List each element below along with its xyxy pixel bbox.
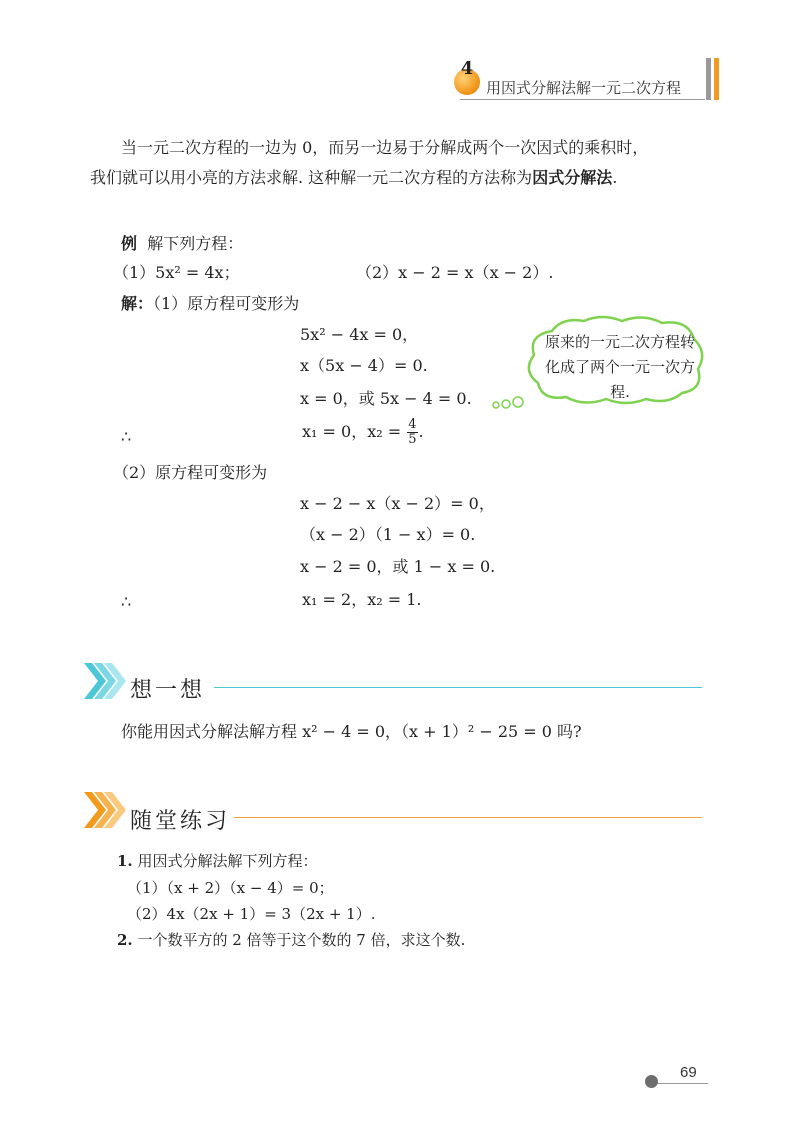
- practice-q1: 1. 用因式分解法解下列方程：: [117, 852, 318, 870]
- solution-result-1: x₁ = 0，x₂ = $\frac{4}{5}$ .: [302, 417, 424, 447]
- running-header-title: 用因式分解法解一元二次方程: [486, 80, 682, 97]
- header-bar-gray: [706, 58, 711, 100]
- header-rule: [460, 99, 705, 100]
- solution-part2-intro: （2）原方程可变形为: [113, 463, 268, 482]
- practice-q1-item: （1）（x + 2）（x − 4）= 0；: [127, 879, 334, 897]
- section-title-practice: 随堂练习: [130, 809, 231, 834]
- solution-step: x（5x − 4）= 0.: [300, 356, 428, 375]
- intro-line-2: 我们就可以用小亮的方法求解. 这种解一元二次方程的方法称为因式分解法.: [90, 168, 618, 187]
- section-rule-practice: [234, 817, 702, 818]
- therefore-symbol: ∴: [121, 592, 132, 611]
- chevron-arrows-icon: [84, 788, 128, 832]
- practice-q2: 2. 一个数平方的 2 倍等于这个数的 7 倍，求这个数.: [117, 931, 466, 949]
- intro-line-1: 当一元二次方程的一边为 0，而另一边易于分解成两个一次因式的乘积时，: [121, 138, 649, 157]
- page-number: 69: [680, 1064, 697, 1081]
- practice-q1-item: （2）4x（2x + 1）= 3（2x + 1）.: [127, 905, 376, 923]
- chevron-arrows-icon: [84, 659, 128, 703]
- chapter-number: 4: [460, 58, 474, 79]
- footer-dot: [645, 1075, 658, 1088]
- solution-step: x − 2 − x（x − 2）= 0，: [300, 494, 495, 513]
- fraction: $\frac{4}{5}$: [408, 417, 417, 447]
- solution-step: （x − 2）（1 − x）= 0.: [300, 525, 476, 544]
- solution-step: x − 2 = 0，或 1 − x = 0.: [300, 557, 496, 576]
- example-problem-2: （2）x − 2 = x（x − 2）.: [356, 263, 554, 282]
- section-rule-think: [214, 687, 702, 688]
- solution-step: 5x² − 4x = 0，: [300, 325, 419, 344]
- section-title-think: 想一想: [130, 678, 206, 703]
- bubble-text: 原来的一元二次方程转化成了两个一元一次方程.: [545, 333, 696, 401]
- example-heading: 例 解下列方程：: [121, 234, 244, 253]
- solution-result-2: x₁ = 2，x₂ = 1.: [302, 590, 422, 609]
- bubble-dots: [490, 392, 530, 412]
- header-bar-orange: [714, 58, 719, 100]
- key-term: 因式分解法: [532, 168, 613, 187]
- solution-part1-intro: 解：（1）原方程可变形为: [121, 294, 300, 313]
- example-problem-1: （1）5x² = 4x；: [113, 263, 240, 282]
- therefore-symbol: ∴: [121, 427, 132, 446]
- solution-step: x = 0，或 5x − 4 = 0.: [300, 389, 472, 408]
- think-question: 你能用因式分解法解方程 x² − 4 = 0，（x + 1）² − 25 = 0 吗?: [121, 722, 582, 741]
